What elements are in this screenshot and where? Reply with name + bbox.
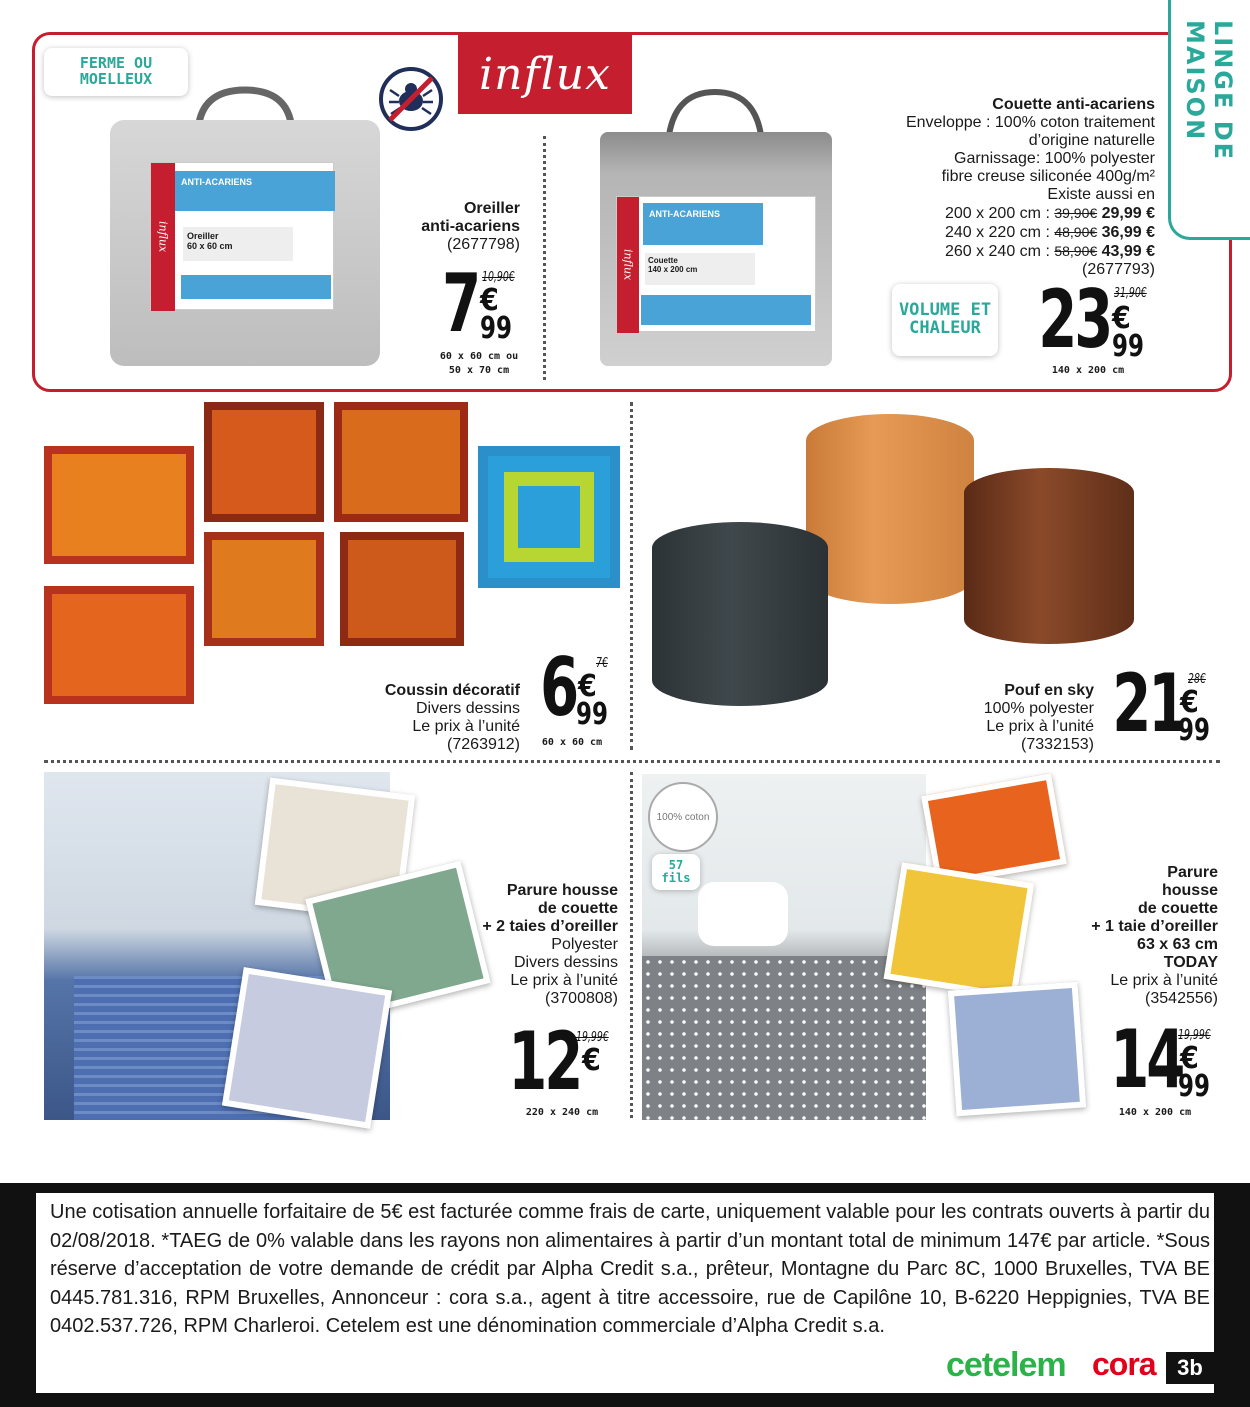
coussin-price: 7€ 6 € 99 [540, 641, 608, 734]
oreiller-price: 10,90€ 7 € 99 [442, 257, 515, 350]
cotton-badge: 100% coton [648, 782, 718, 852]
pouf-description: Pouf en sky 100% polyester Le prix à l’unité (7332153) [983, 682, 1094, 753]
thread-badge: 57 fils [652, 854, 700, 890]
coussin-description: Coussin décoratif Divers dessins Le prix à l’unité (7263912) [384, 682, 520, 753]
parure1-price: 19,99€ 14 € 99 [1110, 1013, 1211, 1106]
anti-mite-icon [378, 66, 444, 132]
pouf-price: 28€ 21 € 99 [1112, 657, 1210, 750]
influx-logo: influx [458, 34, 632, 114]
warmth-badge: VOLUME ET CHALEUR [892, 284, 998, 356]
parure1-size: 140 x 200 cm [1118, 1107, 1192, 1118]
cetelem-logo: cetelem [946, 1346, 1066, 1384]
parure2-price: 19,99€ 12 € [508, 1015, 609, 1108]
section-tab-label: LINGE DE MAISON [1181, 20, 1237, 162]
couette-price: 31,90€ 23 € 99 [1038, 273, 1147, 366]
oreiller-size: 60 x 60 cm ou 50 x 70 cm [439, 351, 519, 376]
divider [630, 772, 633, 1118]
poufs-image [648, 410, 1148, 710]
divider [543, 136, 546, 380]
parure2-description: Parure housse de couette + 2 taies d’oreiller Polyester Divers dessins Le prix à l’unité (3700808) [482, 882, 618, 1007]
parure1-thumb [884, 862, 1035, 1000]
pillow-product-image: influx ANTI-ACARIENS Oreiller 60 x 60 cm [110, 86, 380, 366]
parure2-size: 220 x 240 cm [525, 1107, 599, 1118]
page-number: 3b [1166, 1352, 1214, 1384]
parure2-thumb [222, 967, 392, 1129]
coussin-size: 60 x 60 cm [541, 737, 603, 748]
oreiller-description: Oreiller anti-acariens (2677798) [421, 200, 520, 253]
couette-product-image: influx ANTI-ACARIENS Couette 140 x 200 cm [600, 88, 832, 368]
couette-description: Couette anti-acariens Enveloppe : 100% coton traitement d’origine naturelle Garnissage: 100% polyester fibre creuse siliconée 400g/m² Existe aussi en 200 x 200 cm : 39,90€ 29,99 € 240 x 220 cm : 48,90€ 36,99 € 260 x 240 cm : 58,90€ 43,99 € (2677793) [905, 96, 1155, 278]
cora-logo: cora [1092, 1346, 1156, 1382]
firmness-badge: FERME OU MOELLEUX [44, 48, 188, 96]
parure1-description: Parure housse de couette + 1 taie d’oreiller 63 x 63 cm TODAY Le prix à l’unité (3542556) [1091, 864, 1218, 1007]
legal-text: Une cotisation annuelle forfaitaire de 5€ est facturée comme frais de carte, uniquement valable pour les contrats ouverts à partir du 02/08/2018. *TAEG de 0% valable dans les rayons non alimentaires à partir d’un montant total de minimum 147€ par article. *Sous réserve d’acceptation de votre demande de crédit par Alpha Credit s.a., prêteur, Montagne du Parc 8C, 1000 Bruxelles, TVA BE 0445.781.316, RPM Bruxelles, Annonceur : cora s.a., agent à titre accessoire, rue de Capilône 10, B-6220 Heppignies, TVA BE 0402.537.726, RPM Charleroi. Cetelem est une dénomination commerciale d’Alpha Credit s.a. [50, 1201, 1210, 1337]
couette-size: 140 x 200 cm [1051, 365, 1125, 376]
divider [630, 402, 633, 750]
divider [44, 760, 1220, 763]
